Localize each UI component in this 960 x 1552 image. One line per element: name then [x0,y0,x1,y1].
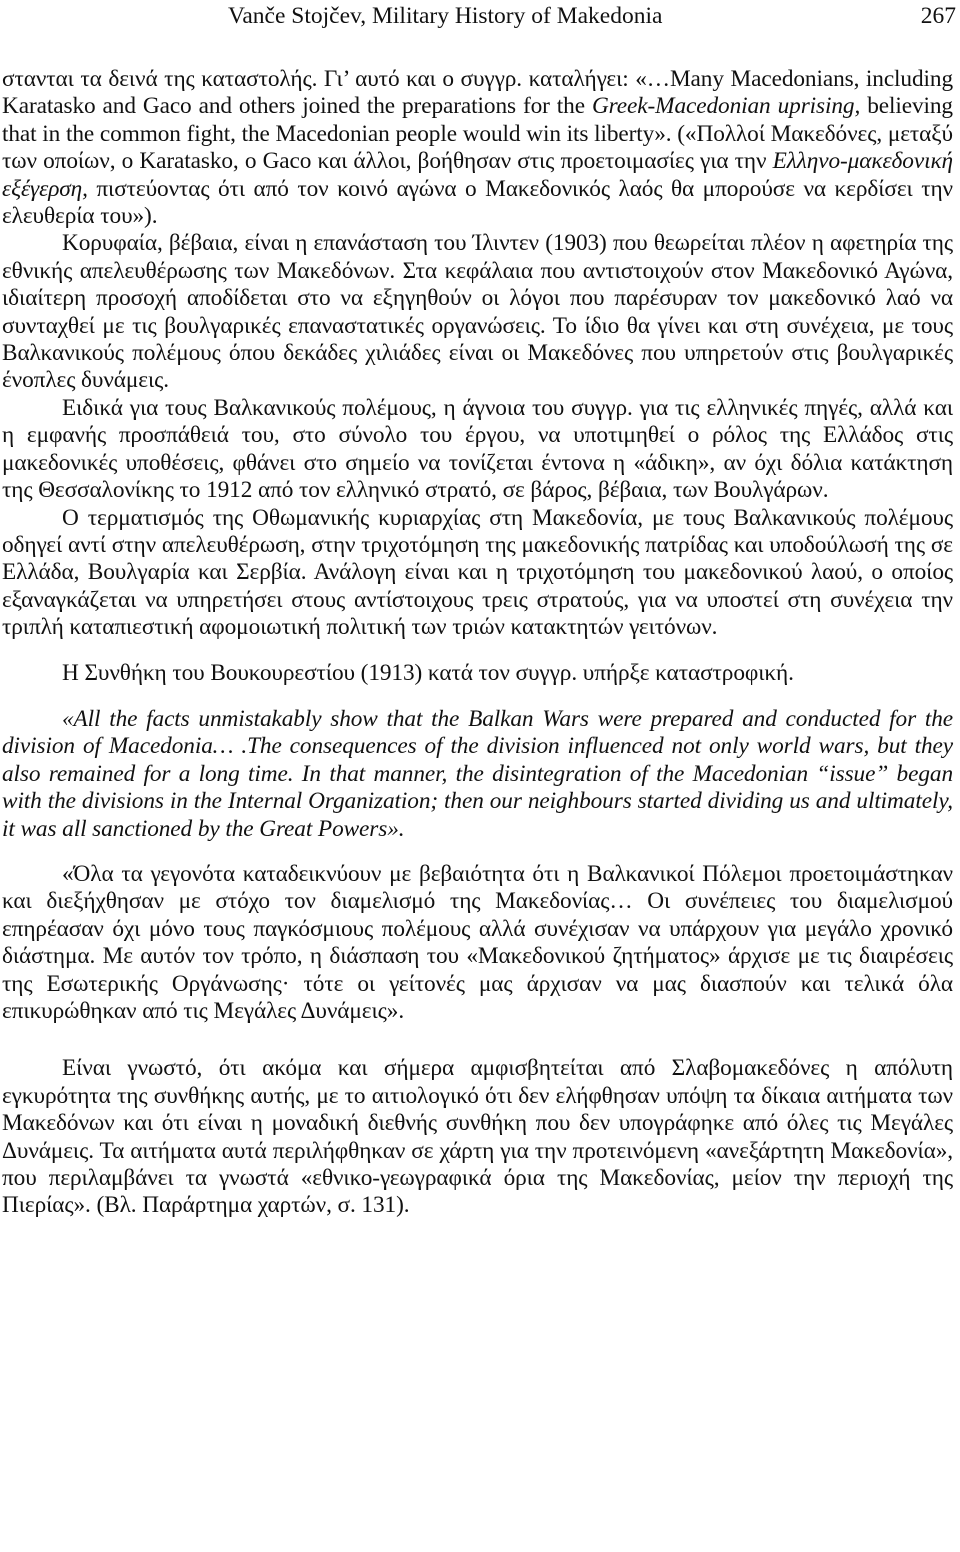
paragraph-1 [2,66,953,230]
running-header [228,2,956,30]
paragraph-8: Είναι γνωστό, ότι ακόμα και σήμερα αμφισβητείται από Σλαβομακεδόνες η απόλυτη εγκυρότητα της συνθήκης αυτής, με το αιτιολογικό ότι δεν ελήφθησαν υπόψη τα δίκαια αιτήματα των Μακεδόνων και ότι είναι η μοναδική διεθνής συνθήκη που δεν υπογράφηκε από όλες τις Μεγάλες Δυνάμεις. Τα αιτήματα αυτά περιλήφθηκαν σε χάρτη για την προτεινόμενη «ανεξάρτητη Μακεδονία», που περιλαμβάνει τα γνωστά «εθνικο-γεωγραφικά όρια της Μακεδονίας, μείον την περιοχή της Πιερίας». (Βλ. Παράρτημα χαρτών, σ. 131). [2,1055,953,1219]
paragraph-1-italic-b: Ελληνο-μακεδονική εξέγερση, [2,148,953,202]
page-number: 267 [920,3,956,29]
paragraph-1-text-c: πιστεύοντας ότι από τον κοινό αγώνα ο Μακεδονικός λαός θα μπορούσε να κερδίσει την ελευθερία του»). [2,175,953,230]
quote-greek-translation: «Όλα τα γεγονότα καταδεικνύουν με βεβαιότητα ότι η Βαλκανικοί Πόλεμοι προετοιμάστηκαν και διεξήχθησαν με στόχο τον διαμελισμό της Μακεδονίας… Οι συνέπειες του διαμελισμού επηρέασαν όχι μόνο τους παγκόσμιους πολέμους αλλά συνέχισαν να υπάρχουν για μεγάλο χρονικό διάστημα. Με αυτόν τον τρόπο, η διάσπαση του «Μακεδονικού ζητήματος» άρχισε με τις διαιρέσεις της Εσωτερικής Οργάνωσης· τότε οι γείτονές μας άρχισαν να μας διασπούν και τελικά όλα επικυρώθηκαν από τις Μεγάλες Δυνάμεις». [2,860,953,1024]
body-text [2,66,953,1220]
paragraph-5: Η Συνθήκη του Βουκουρεστίου (1913) κατά τον συγγρ. υπήρξε καταστροφική. [62,659,794,686]
quote-english: «All the facts unmistakably show that the Balkan Wars were prepared and conducted for the division of Macedonia… .The consequences of the division influenced not only world wars, but they also remained for a long time. In that manner, the disintegration of the Macedonian “issue” began with the divisions in the Internal Organization; then our neighbours started dividing us and ultimately, it was all sanctioned by the Great Powers». [2,705,953,842]
paragraph-2: Κορυφαία, βέβαια, είναι η επανάσταση του Ίλιντεν (1903) που θεωρείται πλέον η αφετηρία της εθνικής απελευθέρωσης των Μακεδόνων. Στα κεφάλαια που αντιστοιχούν στον Μακεδονικό Αγώνα, ιδιαίτερη προσοχή αποδίδεται στο να εξηγηθούν οι λόγοι που παρέσυραν τον μακεδονικό λαό να συνταχθεί με τις βουλγαρικές επαναστατικές οργανώσεις. Το ίδιο θα γίνει και στη συνέχεια, με τους Βαλκανικούς πολέμους όπου δεκάδες χιλιάδες είναι οι Μακεδόνες που υπηρετούν στις βουλγαρικές ένοπλες δυνάμεις. [2,230,953,394]
paragraph-4: Ο τερματισμός της Οθωμανικής κυριαρχίας στη Μακεδονία, με τους Βαλκανικούς πολέμους οδηγεί αντί στην απελευθέρωση, στην τριχοτόμηση της μακεδονικής πατρίδας και υποδούλωσή της σε Ελλάδα, Βουλγαρία και Σερβία. Ανάλογη είναι και η τριχοτόμηση του μακεδονικού λαού, ο οποίος εξαναγκάζεται να υπηρετήσει στους αντίστοιχους τρεις στρατούς, για να υποστεί στη συνέχεια την τριπλή καταπιεστική αφομοιωτική πολιτική των τριών κατακτητών γειτόνων. [2,504,953,641]
paragraph-1-italic-a: Greek-Macedonian uprising, [591,93,861,120]
paragraph-1-text-b: believing that in the common fight, the Macedonian people would win its liberty». («Πολλοί Μακεδόνες, μεταξύ των οποίων, ο Karatasko, ο Gaco και άλλοι, βοήθησαν στις προετοιμασίες για την [2,93,953,175]
running-header-title: Vanče Stojčev, Military History of Makedonia [228,3,663,29]
paragraph-1-text-a: στανται τα δεινά της καταστολής. Γι’ αυτό και ο συγγρ. καταλήγει: «…Many Macedonians, including Karatasko and Gaco and others joined the preparations for the [2,66,953,120]
paragraph-3: Ειδικά για τους Βαλκανικούς πολέμους, η άγνοια του συγγρ. για τις ελληνικές πηγές, αλλά και η εμφανής προσπάθειά του, στο σύνολο του έργου, να υποτιμηθεί ο ρόλος της Ελλάδος στις μακεδονικές υποθέσεις, φθάνει στο σημείο να τονίζεται έντονα η «άδικη», αν όχι δόλια κατάκτηση της Θεσσαλονίκης το 1912 από τον ελληνικό στρατό, σε βάρος, βέβαια, των Βουλγάρων. [2,394,953,504]
